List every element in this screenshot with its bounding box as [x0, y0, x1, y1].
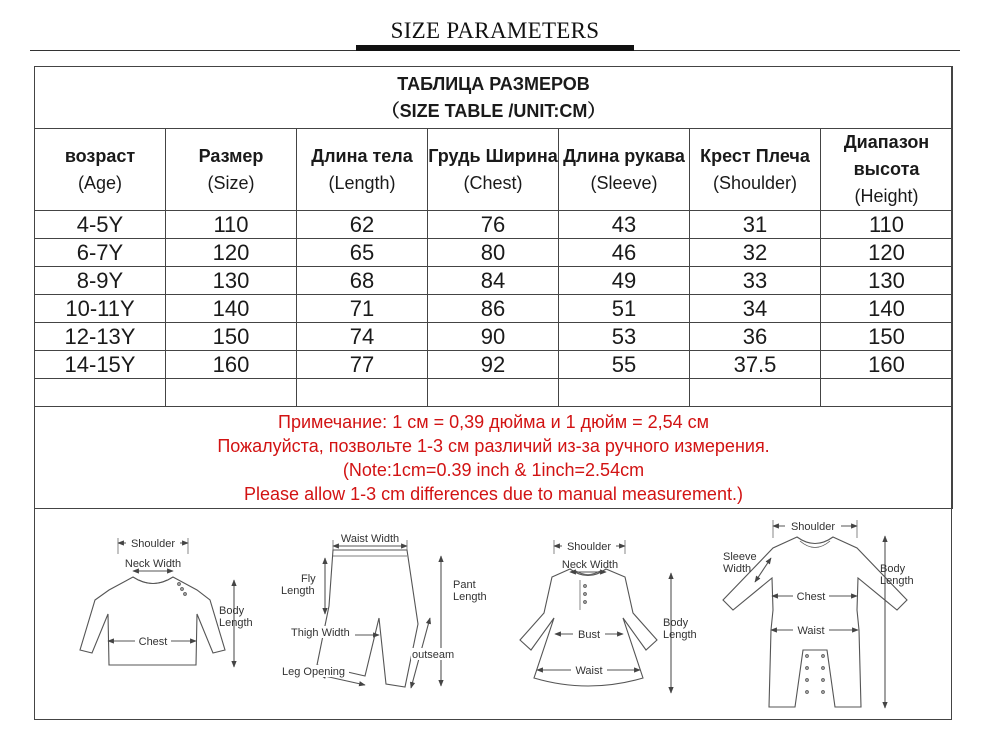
romper-sleeve-label: Sleeve: [723, 551, 757, 563]
table-header-row: [35, 129, 953, 211]
pants-fly-label-2: Length: [281, 585, 315, 597]
table-cell: 140: [821, 295, 953, 323]
table-cell: 46: [559, 239, 690, 267]
table-row: [35, 211, 953, 239]
table-row: [35, 295, 953, 323]
romper-sleeve-label-2: Width: [723, 563, 752, 575]
measurement-diagrams: [35, 510, 951, 719]
table-cell: 43: [559, 211, 690, 239]
dress-waist-label: Waist: [575, 665, 603, 677]
romper-chest-label: Chest: [796, 591, 826, 603]
table-title-en: （SIZE TABLE /UNIT:CM）: [381, 100, 606, 121]
table-row-empty: [35, 379, 953, 407]
shirt-outline: [80, 577, 225, 665]
measurement-note: [35, 407, 953, 509]
table-cell: 14-15Y: [35, 351, 166, 379]
table-cell: 65: [297, 239, 428, 267]
table-cell: 90: [428, 323, 559, 351]
col-header-length: Длина тела (Length): [297, 129, 428, 211]
romper-waist-label: Waist: [797, 625, 825, 637]
table-cell: 8-9Y: [35, 267, 166, 295]
table-cell: 31: [690, 211, 821, 239]
table-cell: 34: [690, 295, 821, 323]
table-cell: 33: [690, 267, 821, 295]
pants-pant-label: Pant: [453, 579, 476, 591]
pants-leg-opening-label: Leg Opening: [282, 666, 345, 678]
dress-shoulder-label: Shoulder: [566, 541, 612, 553]
col-header-chest: Грудь Ширина (Chest): [428, 129, 559, 211]
table-cell: 160: [821, 351, 953, 379]
size-table: [34, 66, 953, 509]
col-header-sleeve: Длина рукава (Sleeve): [559, 129, 690, 211]
table-title-cell: [35, 67, 953, 129]
table-cell: 76: [428, 211, 559, 239]
table-cell: 77: [297, 351, 428, 379]
pants-fly-label: Fly: [301, 573, 316, 585]
shirt-body-label: Body: [219, 605, 245, 617]
dress-bust-label: Bust: [577, 629, 601, 641]
col-header-size: Размер (Size): [166, 129, 297, 211]
table-cell: 62: [297, 211, 428, 239]
dress-body-label: Body: [663, 617, 689, 629]
table-cell: 150: [821, 323, 953, 351]
diagrams-svg: [35, 510, 951, 719]
table-cell: 4-5Y: [35, 211, 166, 239]
table-cell: 120: [166, 239, 297, 267]
table-cell: 86: [428, 295, 559, 323]
note-line-1: Примечание: 1 см = 0,39 дюйма и 1 дюйм = 2,54 см: [278, 411, 709, 432]
table-row: [35, 239, 953, 267]
header-underline-bar: [356, 45, 634, 51]
pants-pant-label-2: Length: [453, 591, 487, 603]
note-line-4: Please allow 1-3 cm differences due to manual measurement.): [244, 483, 743, 504]
shirt-shoulder-label: Shoulder: [130, 538, 176, 550]
romper-body-label: Body: [880, 563, 906, 575]
table-cell: 140: [166, 295, 297, 323]
pants-outseam-label: outseam: [412, 649, 455, 661]
shirt-neck-label: Neck Width: [124, 558, 182, 570]
page-title: SIZE PARAMETERS: [390, 18, 600, 43]
romper-body-label-2: Length: [880, 575, 914, 587]
col-header-age: возраст (Age): [35, 129, 166, 211]
table-cell: 110: [821, 211, 953, 239]
table-cell: 12-13Y: [35, 323, 166, 351]
table-cell: 110: [166, 211, 297, 239]
romper-diagram: [723, 520, 907, 708]
romper-shoulder-label: Shoulder: [790, 521, 836, 533]
table-row: [35, 351, 953, 379]
note-line-2: Пожалуйста, позвольте 1-3 см различий из-за ручного измерения.: [217, 435, 770, 456]
table-cell: 53: [559, 323, 690, 351]
table-cell: 160: [166, 351, 297, 379]
table-cell: 71: [297, 295, 428, 323]
table-cell: 130: [166, 267, 297, 295]
table-cell: 68: [297, 267, 428, 295]
note-line-3: (Note:1cm=0.39 inch & 1inch=2.54cm: [342, 459, 645, 480]
table-cell: 130: [821, 267, 953, 295]
col-header-height: Диапазон высота (Height): [821, 129, 953, 211]
table-row: [35, 267, 953, 295]
table-cell: 80: [428, 239, 559, 267]
table-cell: 92: [428, 351, 559, 379]
dress-neck-label: Neck Width: [561, 559, 619, 571]
table-cell: 6-7Y: [35, 239, 166, 267]
table-cell: 55: [559, 351, 690, 379]
dress-body-label-2: Length: [663, 629, 697, 641]
col-header-shoulder: Крест Плеча (Shoulder): [690, 129, 821, 211]
table-cell: 120: [821, 239, 953, 267]
table-cell: 150: [166, 323, 297, 351]
table-cell: 32: [690, 239, 821, 267]
table-cell: 51: [559, 295, 690, 323]
table-cell: 74: [297, 323, 428, 351]
table-cell: 84: [428, 267, 559, 295]
pants-thigh-label: Thigh Width: [291, 627, 350, 639]
pants-waist-label: Waist Width: [340, 533, 400, 545]
table-row: [35, 323, 953, 351]
table-title-ru: ТАБЛИЦА РАЗМЕРОВ: [397, 73, 590, 94]
shirt-chest-label: Chest: [138, 636, 168, 648]
table-cell: 37.5: [690, 351, 821, 379]
table-cell: 49: [559, 267, 690, 295]
table-cell: 36: [690, 323, 821, 351]
shirt-body-label-2: Length: [219, 617, 253, 629]
table-cell: 10-11Y: [35, 295, 166, 323]
